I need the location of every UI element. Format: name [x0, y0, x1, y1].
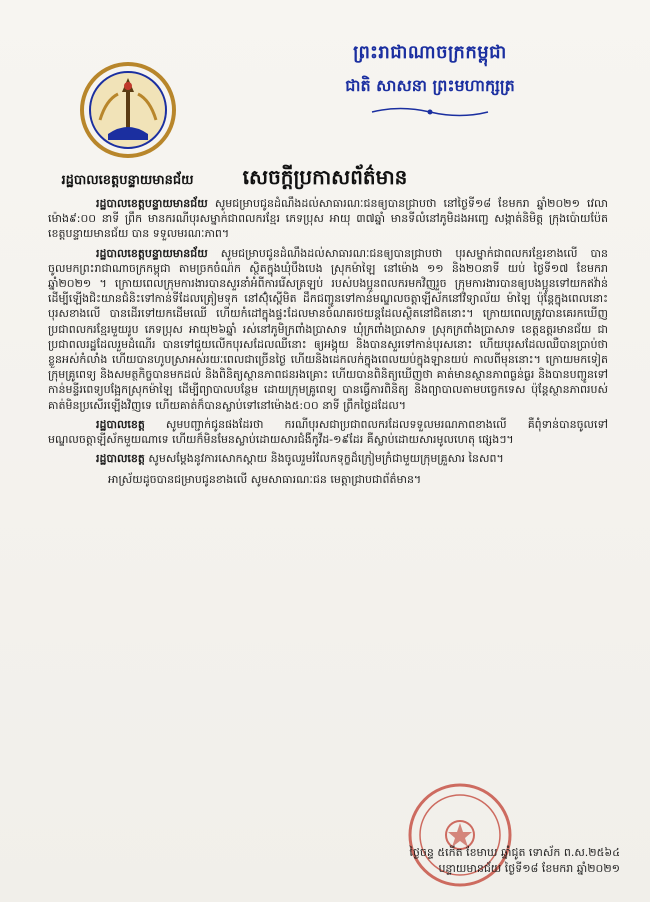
lunar-date: ថ្ងៃចន្ទ ៥កើត ខែមាឃ ឆ្នាំជូត ទោស័ក ព.ស.២៥៦៤ [409, 846, 620, 859]
paragraph-lead: រដ្ឋបាលខេត្តបន្ទាយមានជ័យ [96, 197, 208, 210]
solar-date: បន្ទាយមានជ័យ ថ្ងៃទី១៨ ខែមករា ឆ្នាំ២០២១ [438, 862, 620, 875]
paragraph-lead: រដ្ឋបាលខេត្តបន្ទាយមានជ័យ [96, 246, 208, 260]
paragraph-text: សូមជម្រាបជូនដំណឹងដល់សាធារណៈជនឲ្យបានជ្រាបថា បុរសម្នាក់ជាពលករខ្មែរខាងលើ បានចូលមកព្រះរាជាណាចក្រកម្ពុជា តាមច្រកចំណ៉ក ស្ថិតក្នុងឃុំបឹងបេង ស្រុកម៉ាឡៃ នៅម៉ោង ១១ និង២០នាទី យប់ ថ្ងៃទី១៧ ខែមករា ឆ្នាំ២០២១ ។ ក្រោយពេលក្រុមការងារបានសួរនាំអំពីការរើសត្រឡប់ របស់បងប្អូនពលករមកវិញរួច ក្រុមការងារបានឲ្យបងប្អូនទៅយកឥវ៉ាន់ដើម្បីឡើងជិះយានជំនិះទៅកាន់ទីដែលត្រៀមទុក នៅស៊ុំស្ពើមិត ដឹកជញ្ជូនទៅកាន់មណ្ឌលចត្តាឡីស័កនៅវិទ្យាល័យ ម៉ាឡៃ ប៉ុន្តែក្នុងពេលនោះបុរសខាងលើ បានដើរទៅយកដើមឈើ ហើយកំដៅក្នុងផ្ទះដែលមានចំណតរថយន្តដែលស្ថិតនៅជិតនោះ។ ក្រោយពេលត្រូវបានគេរកឃើញ ប្រជាពលករខ្មែរមួយរូប ភេទប្រុស អាយុ២៦ឆ្នាំ រស់នៅភូមិក្រពាំងប្រាសាទ ឃុំក្រពាំងប្រាសាទ ស្រុកក្រពាំងប្រាសាទ ខេត្តឧត្តរមានជ័យ ជាប្រជាពលរដ្ឋដែលរួមដំណើរ បានទៅជួយលើកបុរសដែលឈឺនោះ ឲ្យអង្គុយ និងបានសួរទៅកាន់បុរសនោះ ហើយបុរសដែលឈឺបានប្រាប់ថា ខ្លួនអស់កំលាំង ហើយបានហូបស្រាអស់រយៈពេលជាច្រើនថ្ងៃ ហើយនិងដេកលក់ក្នុងពេលយប់ក្នុងឡានយប់ កាលពីមុននោះ។ ក្រោយមកទៀតក្រុមគ្រូពេទ្យ និងសមត្ថកិច្ចបានមកដល់ និងពិនិត្យស្ថានភាពជនរងគ្រោះ ហើយបានពិនិត្យឃើញថា គាត់មានស្ថានភាពធ្ងន់ធ្ងរ និងបានបញ្ជូនទៅកាន់មន្ទីរពេទ្យបង្អែកស្រុកម៉ាឡៃ ដើម្បីព្យាបាលបន្ថែម ដោយក្រុមគ្រូពេទ្យ បានធ្វើការពិនិត្យ និងព្យាបាលតាមបច្ចេកទេស ប៉ុន្តែស្ថានភាពរបស់គាត់មិនប្រសើរឡើងវិញទេ ហើយគាត់ក៏បានស្លាប់ទៅនៅម៉ោង៥:០០ នាទី ព្រឹកថ្ងៃដដែល។ [48, 246, 608, 412]
national-motto: ជាតិ សាសនា ព្រះមហាក្សត្រ [345, 76, 515, 95]
office-name: រដ្ឋបាលខេត្តបន្ទាយមានជ័យ [61, 173, 194, 188]
paragraph-text: សូមសម្តែងនូវការសោកស្តាយ និងចូលរួមរំលែកទុក្ខដ៏ក្រៀមក្រំជាមួយក្រុមគ្រួសារ នៃសព។ [144, 452, 504, 466]
kingdom-header [250, 40, 610, 119]
paragraph-3 [48, 417, 608, 447]
paragraph-lead: រដ្ឋបាលខេត្ត [96, 417, 145, 431]
announcement-body [48, 196, 608, 492]
date-block [330, 845, 620, 877]
paragraph-2 [48, 246, 608, 413]
paragraph-4 [48, 451, 608, 466]
paragraph-text: សូមជម្រាបជូនដំណឹងដល់សាធារណៈជនឲ្យបានជ្រាបថា នៅថ្ងៃទី១៨ ខែមករា ឆ្នាំ២០២១ វេលាម៉ោង៩:០០ នាទី ព្រឹក មានករណីបុរសម្នាក់ជាពលករខ្មែរ ភេទប្រុស អាយុ ៣៧ឆ្នាំ មានទីលំនៅភូមិដងអញ្ជេ សង្កាត់និមិត្ត ក្រុងប៉ោយប៉ែត ខេត្តបន្ទាយមានជ័យ បាន ទទួលមរណៈភាព។ [48, 197, 608, 241]
document-title: សេចក្តីប្រកាសព័ត៌មាន [242, 165, 408, 189]
closing-statement: អាស្រ័យដូចបានជម្រាបជូនខាងលើ សូមសាធារណៈជន មេត្តាជ្រាបជាព័ត៌មាន។ [108, 473, 422, 487]
header-ornament-icon [370, 105, 490, 119]
provincial-emblem-icon [78, 60, 178, 160]
paragraph-text: សូមបញ្ជាក់ជូនផងដែរថា ករណីបុរសជាប្រជាពលករដែលទទួលមរណភាពខាងលើ គឺពុំទាន់បានចូលទៅមណ្ឌលចត្តាឡីស័កមួយណាទេ ហើយក៏មិនមែនស្លាប់ដោយសារជំងឺកូវីដ-១៩ដែរ គឺស្លាប់ដោយសារមូលហេតុ ផ្សេងៗ។ [48, 417, 608, 447]
kingdom-title: ព្រះរាជាណាចក្រកម្ពុជា [353, 42, 507, 63]
paragraph-1 [48, 196, 608, 242]
paragraph-lead: រដ្ឋបាលខេត្ត [96, 452, 145, 466]
